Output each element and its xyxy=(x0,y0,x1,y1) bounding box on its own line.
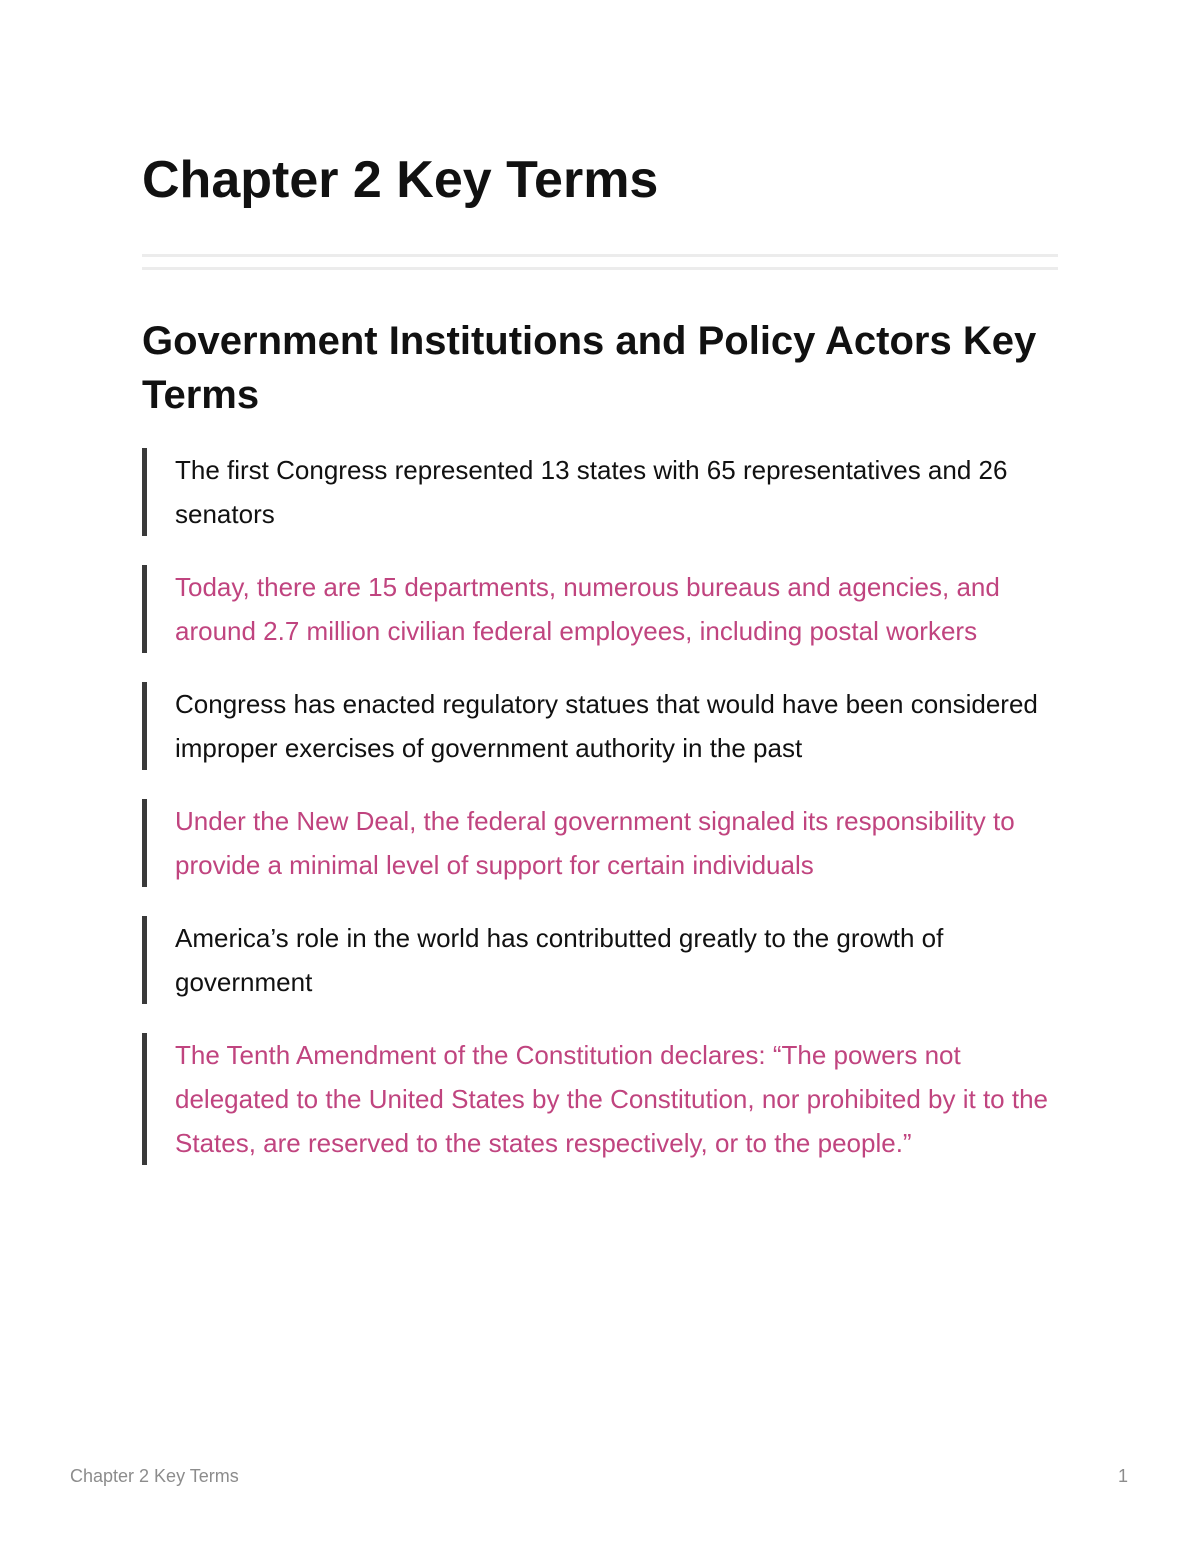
section-heading: Government Institutions and Policy Actors Key Terms xyxy=(142,319,1037,417)
callout-list xyxy=(142,448,1058,1194)
callout-first-congress xyxy=(142,448,1058,536)
callout-regulatory-statues xyxy=(142,682,1058,770)
callout-tenth-amendment xyxy=(142,1033,1058,1165)
callout-text: The first Congress represented 13 states with 65 representatives and 26 senators xyxy=(175,455,1008,529)
callout-text: America’s role in the world has contributted greatly to the growth of government xyxy=(175,923,944,997)
callout-text: Under the New Deal, the federal government signaled its responsibility to provide a minimal level of support for certain individuals xyxy=(175,806,1015,880)
callout-text: Congress has enacted regulatory statues that would have been considered improper exercises of government authority in the past xyxy=(175,689,1038,763)
title-divider-bottom xyxy=(142,267,1058,270)
title-divider-top xyxy=(142,254,1058,257)
callout-departments xyxy=(142,565,1058,653)
footer-document-name: Chapter 2 Key Terms xyxy=(70,1466,239,1486)
callout-new-deal xyxy=(142,799,1058,887)
page-title: Chapter 2 Key Terms xyxy=(142,151,659,209)
callout-text: Today, there are 15 departments, numerous bureaus and agencies, and around 2.7 million civilian federal employees, including postal workers xyxy=(175,572,1000,646)
callout-americas-role xyxy=(142,916,1058,1004)
footer-page-number: 1 xyxy=(1117,1466,1128,1486)
callout-text: The Tenth Amendment of the Constitution declares: “The powers not delegated to the United States by the Constitution, nor prohibited by it to the States, are reserved to the states respectively, or to the people.” xyxy=(175,1040,1049,1158)
